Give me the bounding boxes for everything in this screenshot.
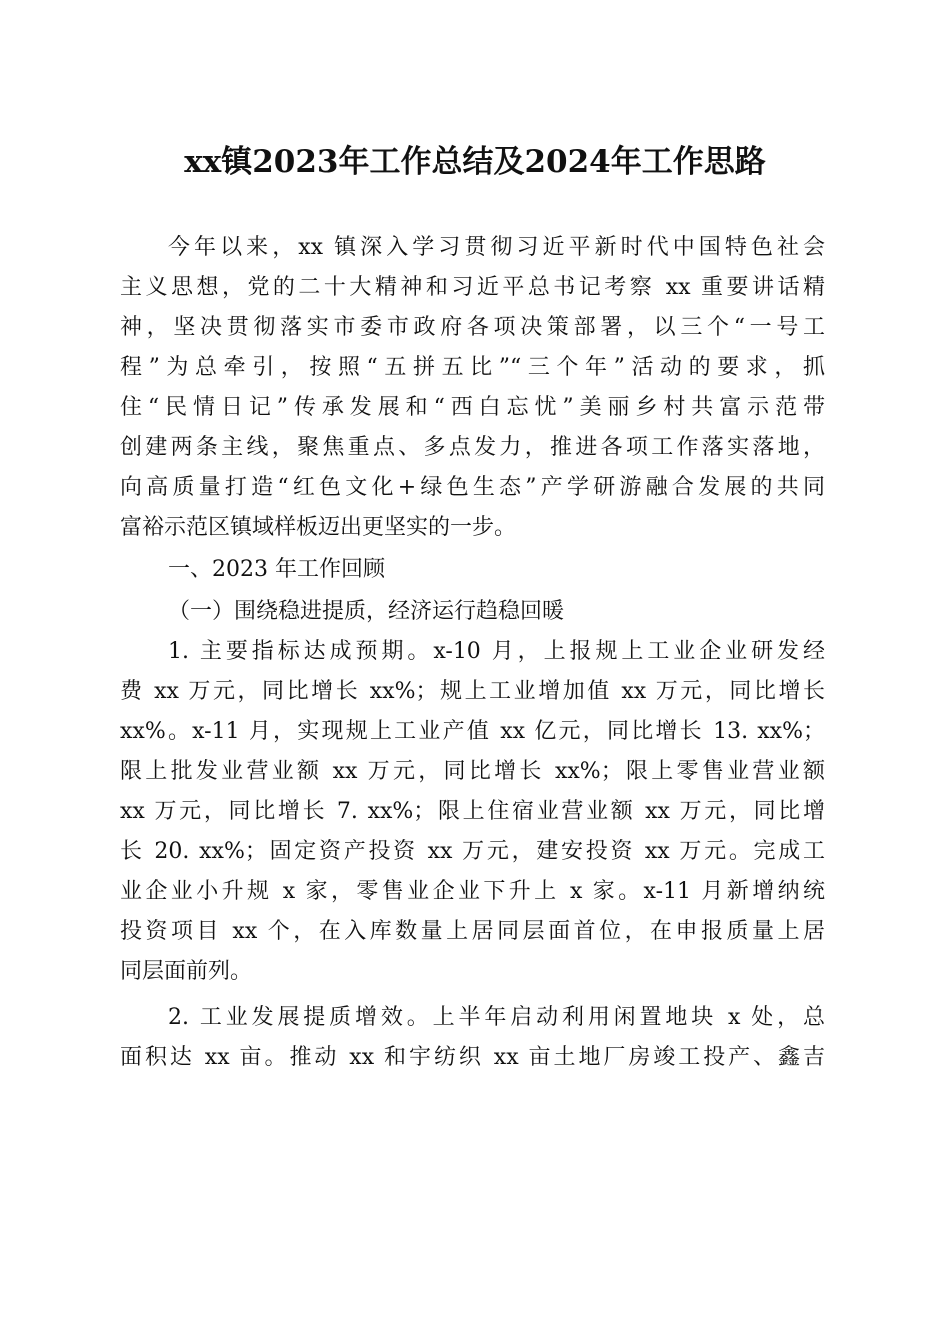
intro-line: 程”为总牵引，按照“五拼五比”“三个年”活动的要求，抓 <box>120 355 825 380</box>
subsection-heading: （一）围绕稳进提质，经济运行趋稳回暖 <box>168 599 565 624</box>
intro-line: 住“民情日记”传承发展和“西白忘忧”美丽乡村共富示范带 <box>120 395 825 420</box>
para2-line: 2. 工业发展提质增效。上半年启动利用闲置地块 x 处，总 <box>168 1005 825 1030</box>
intro-line: 创建两条主线，聚焦重点、多点发力，推进各项工作落实落地， <box>120 435 825 460</box>
intro-line: 神，坚决贯彻落实市委市政府各项决策部署，以三个“一号工 <box>120 315 825 340</box>
para1-line: xx 万元，同比增长 7. xx%；限上住宿业营业额 xx 万元，同比增 <box>120 799 825 824</box>
para1-line: 投资项目 xx 个，在入库数量上居同层面首位，在申报质量上居 <box>120 919 825 944</box>
intro-line: 主义思想，党的二十大精神和习近平总书记考察 xx 重要讲话精 <box>120 275 825 300</box>
document-title: xx镇2023年工作总结及2024年工作思路 <box>184 144 766 180</box>
intro-line: 今年以来，xx 镇深入学习贯彻习近平新时代中国特色社会 <box>168 235 825 260</box>
para1-line: 限上批发业营业额 xx 万元，同比增长 xx%；限上零售业营业额 <box>120 759 825 784</box>
para1-line: 1. 主要指标达成预期。x-10 月，上报规上工业企业研发经 <box>168 639 825 664</box>
para1-line: xx%。x-11 月，实现规上工业产值 xx 亿元，同比增长 13. xx%； <box>120 719 825 744</box>
para2-line: 面积达 xx 亩。推动 xx 和宇纺织 xx 亩土地厂房竣工投产、鑫吉 <box>120 1045 825 1070</box>
para1-line: 业企业小升规 x 家，零售业企业下升上 x 家。x-11 月新增纳统 <box>120 879 825 904</box>
intro-line: 向高质量打造“红色文化+绿色生态”产学研游融合发展的共同 <box>120 475 825 500</box>
intro-line: 富裕示范区镇域样板迈出更坚实的一步。 <box>120 515 517 540</box>
para1-line: 费 xx 万元，同比增长 xx%；规上工业增加值 xx 万元，同比增长 <box>120 679 825 704</box>
section-heading: 一、2023 年工作回顾 <box>168 557 385 582</box>
para1-line: 长 20. xx%；固定资产投资 xx 万元，建安投资 xx 万元。完成工 <box>120 839 825 864</box>
para1-line: 同层面前列。 <box>120 959 253 984</box>
